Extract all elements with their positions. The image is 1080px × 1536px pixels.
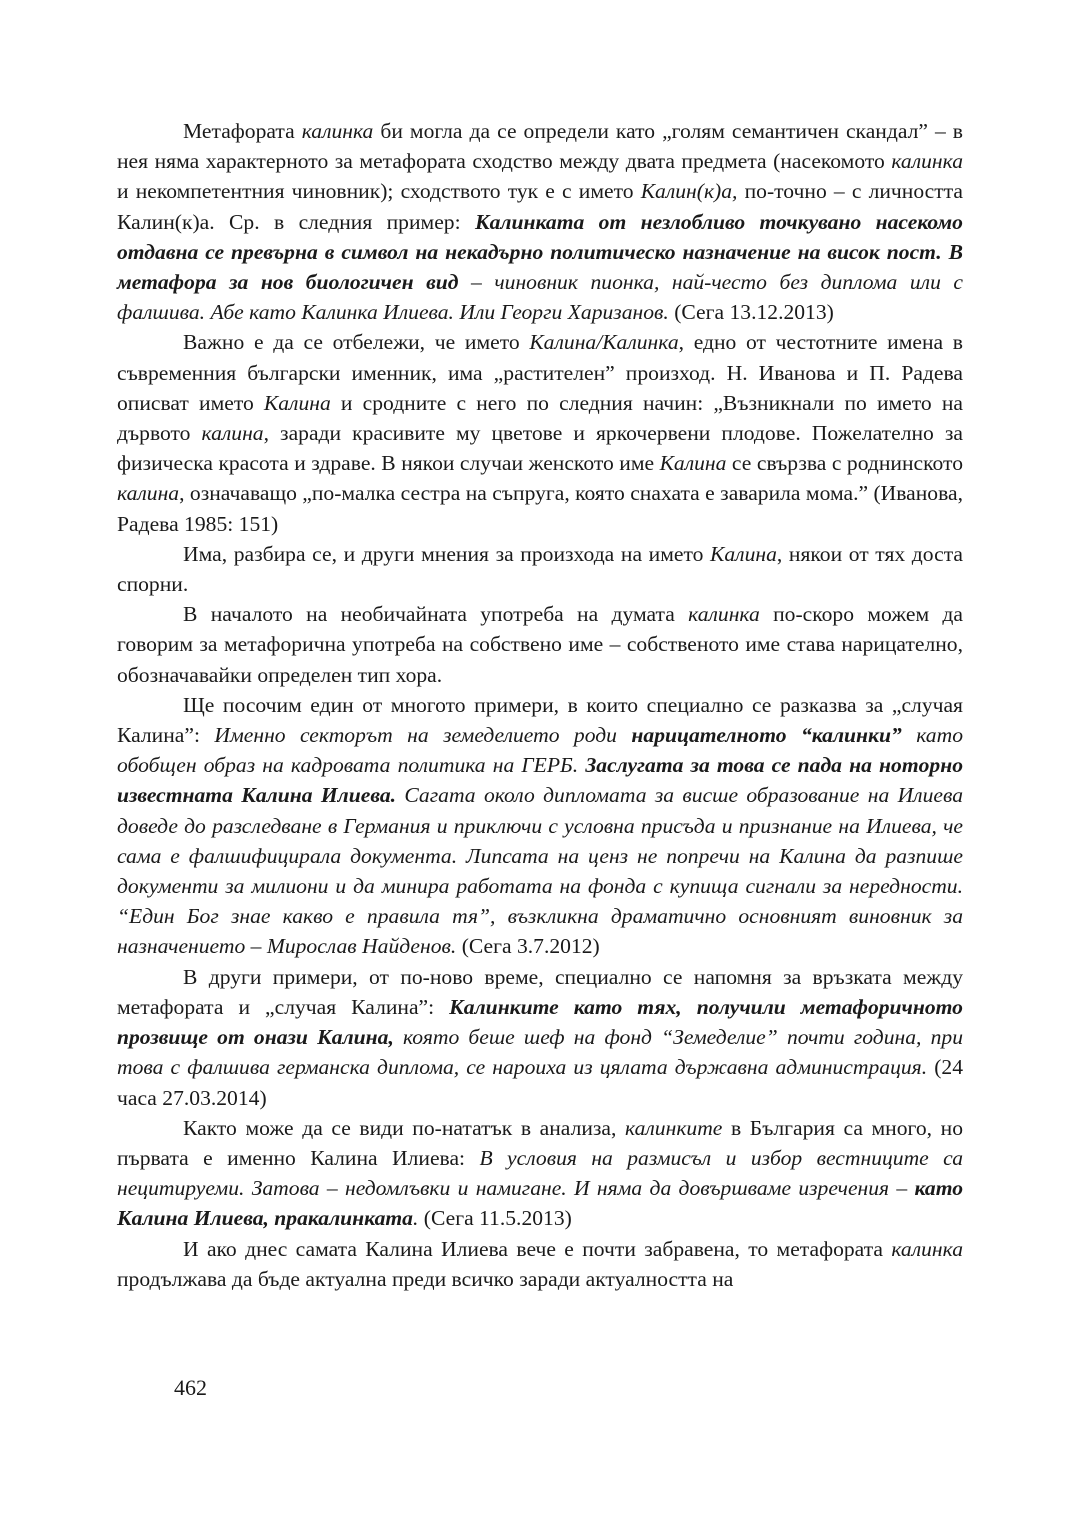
emphasis-text: Калинките като тях, получили метафоричното прозвище от онази Калина,: [117, 994, 963, 1050]
paragraph: [117, 327, 963, 538]
paragraph: [117, 599, 963, 690]
text-run: и сродните с него по следния начин: „Възникнали по името на дървото: [117, 390, 963, 446]
emphasis-text: Калинката от незлобливо точкувано насекомо отдавна се превърна в символ на некадърно политическо назначение на висок пост. В метафора за нов биологичен вид: [117, 209, 963, 295]
italic-text: калинка: [891, 149, 963, 174]
text-run: по-точно – с личността Калин(к)а. Ср. в следния пример:: [117, 179, 963, 234]
italic-text: която беше шеф на фонд “Земеделие” почти година, при това с фалшива германска диплома, се нароиха из цялата държавна администрация.: [117, 1025, 963, 1080]
text-run: В други примери, от по-ново време, специално се напомня за връзката между метафората и „случая Калина”:: [117, 964, 963, 1019]
italic-text: Калина: [263, 390, 331, 415]
paragraph: [117, 539, 963, 599]
text-run: по-скоро можем да говорим за метафорична употреба на собствено име – собственото име става нарицателно, обозначавайки определен тип хора.: [117, 602, 963, 687]
text-run: Както може да се види по-нататък в анализа,: [183, 1115, 626, 1140]
italic-text: като обобщен образ на кадровата политика на ГЕРБ.: [117, 723, 963, 778]
emphasis-text: Заслугата за това се пада на нотoрно известната Калина Илиева.: [117, 753, 963, 808]
text-run: Ще посочим един от многото примери, в които специално се разказва за „случая Калина”:: [117, 692, 963, 748]
text-run: , едно от честотните имена в съвременния български именник, има „растителен” произход. Н. Иванова и П. Радева описват името: [117, 330, 963, 415]
paragraph: [117, 962, 963, 1113]
italic-text: Калина/Калинка: [529, 330, 679, 355]
text-run: В началото на необичайната употреба на думата: [183, 602, 689, 627]
italic-text: .: [412, 1206, 419, 1231]
text-run: и некомпетентния чиновник); сходството тук е с името: [117, 179, 641, 204]
italic-text: калинките: [625, 1115, 723, 1140]
italic-text: В условия на размисъл и избор вестниците са нецитируеми. Затова – недомлъвки и намигане. И няма да довършваме изречения –: [117, 1145, 963, 1201]
page-number: 462: [174, 1375, 207, 1400]
italic-text: – чиновник пионка, най-често без диплома или с фалшива. Абе като Калинка Илиева. Или Георги Харизанов.: [117, 270, 963, 325]
text-run: в България са много, но първата е именно Калина Илиева:: [117, 1115, 964, 1170]
paragraph: [117, 1234, 963, 1294]
text-run: , някои от тях доста спорни.: [117, 541, 963, 597]
italic-text: Калина: [659, 451, 727, 476]
emphasis-text: нарицателното “калинки”: [631, 723, 902, 748]
italic-text: Сагата около дипломата за висше образование на Илиева доведе до разследване в Германия и приключи с условна присъда и признание на Илиева, че сама е фалшифицирала документа. Липсата на ценз не попречи на Калина да разпише документи за милиони и да минира работата на фонда с купища сигнали за нередности. “Един Бог знае какво е правила тя”, възкликна драматично основният виновник за назначението – Мирослав Найденов.: [117, 783, 963, 959]
italic-text: Именно секторът на земеделието роди: [214, 723, 632, 748]
italic-text: калинка: [891, 1236, 963, 1261]
text-run: (Сега 3.7.2012): [456, 934, 600, 959]
italic-text: калинка: [301, 119, 374, 143]
text-run: (Сега 11.5.2013): [418, 1206, 572, 1231]
text-run: , означаващо „по-малка сестра на съпруга, която снахата е заварила мома.” (Иванова, Радева 1985: 151): [117, 481, 963, 536]
text-run: , заради красивите му цветове и яркочервени плодове. Пожелателно за физическа красота и здраве. В някои случаи женското име: [117, 421, 963, 476]
italic-text: калинка: [688, 602, 760, 627]
paragraph: [117, 1113, 963, 1234]
text-run: Има, разбира се, и други мнения за произхода на името: [183, 541, 711, 566]
body-text: [117, 116, 963, 1294]
text-run: Важно е да се отбележи, че името: [183, 330, 530, 355]
paragraph: [117, 116, 963, 327]
text-run: (24 часа 27.03.2014): [117, 1055, 963, 1110]
italic-text: калина: [117, 481, 180, 506]
text-run: (Сега 13.12.2013): [668, 300, 834, 325]
italic-text: Калин(к)а,: [640, 179, 738, 204]
text-run: се свързва с роднинското: [726, 451, 963, 476]
italic-text: калина: [201, 421, 264, 446]
text-run: би могла да се определи като „голям семантичен скандал” – в нея няма характерното за метафората сходство между двата предмета (насекомото: [117, 119, 963, 174]
italic-text: Калина: [710, 541, 777, 566]
paragraph: [117, 690, 963, 962]
text-run: продължава да бъде актуална преди всичко заради актуалността на: [117, 1266, 734, 1291]
emphasis-text: като Калина Илиева, пракалинката: [117, 1176, 963, 1231]
text-run: Метафората: [183, 119, 302, 143]
text-run: И ако днес самата Калина Илиева вече е почти забравена, то метафората: [183, 1236, 892, 1261]
